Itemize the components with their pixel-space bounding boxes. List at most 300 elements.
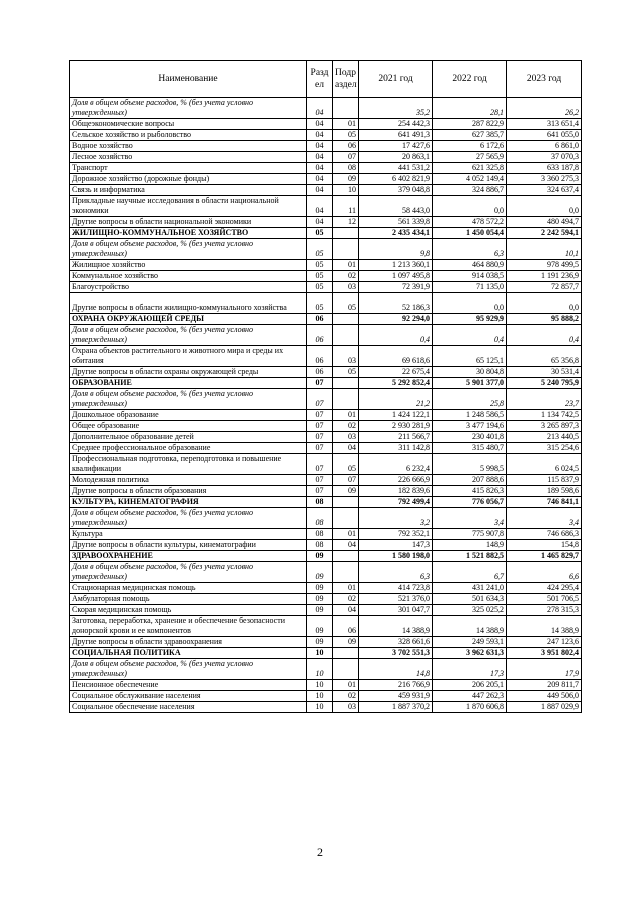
row-name-cell: Дошкольное образование — [70, 410, 307, 421]
row-2022-cell: 5 901 377,0 — [433, 378, 507, 389]
row-name-cell: Культура — [70, 529, 307, 540]
row-2022-cell: 3 477 194,6 — [433, 421, 507, 432]
row-2023-cell: 424 295,4 — [507, 583, 582, 594]
row-2021-cell: 641 491,3 — [359, 130, 433, 141]
row-razdel-cell: 10 — [307, 680, 333, 691]
row-2023-cell: 641 055,0 — [507, 130, 582, 141]
row-name-cell: Доля в общем объеме расходов, % (без учета условно утвержденных) — [70, 659, 307, 680]
row-2021-cell: 21,2 — [359, 389, 433, 410]
row-2023-cell: 1 134 742,5 — [507, 410, 582, 421]
row-2023-cell: 1 191 236,9 — [507, 271, 582, 282]
table-body — [70, 98, 582, 713]
row-2023-cell: 746 686,3 — [507, 529, 582, 540]
row-2022-cell: 3 962 631,3 — [433, 648, 507, 659]
row-razdel-cell: 10 — [307, 648, 333, 659]
row-2023-cell: 278 315,3 — [507, 605, 582, 616]
row-2022-cell: 25,8 — [433, 389, 507, 410]
row-podrazdel-cell — [333, 508, 359, 529]
row-2021-cell: 35,2 — [359, 98, 433, 119]
row-razdel-cell: 04 — [307, 152, 333, 163]
row-podrazdel-cell — [333, 648, 359, 659]
row-2022-cell: 230 401,8 — [433, 432, 507, 443]
row-razdel-cell: 05 — [307, 239, 333, 260]
row-podrazdel-cell: 01 — [333, 119, 359, 130]
row-podrazdel-cell: 05 — [333, 367, 359, 378]
table-row — [70, 616, 582, 637]
row-2022-cell: 1 870 606,8 — [433, 702, 507, 713]
row-razdel-cell: 09 — [307, 616, 333, 637]
row-2021-cell: 2 435 434,1 — [359, 228, 433, 239]
row-podrazdel-cell: 03 — [333, 702, 359, 713]
row-2022-cell: 71 135,0 — [433, 282, 507, 293]
row-2023-cell: 209 811,7 — [507, 680, 582, 691]
row-2022-cell: 249 593,1 — [433, 637, 507, 648]
row-podrazdel-cell: 05 — [333, 454, 359, 475]
row-2021-cell: 254 442,3 — [359, 119, 433, 130]
row-name-cell: Доля в общем объеме расходов, % (без учета условно утвержденных) — [70, 562, 307, 583]
row-podrazdel-cell — [333, 551, 359, 562]
table-row — [70, 432, 582, 443]
row-2021-cell: 17 427,6 — [359, 141, 433, 152]
row-razdel-cell: 09 — [307, 605, 333, 616]
row-name-cell: Доля в общем объеме расходов, % (без учета условно утвержденных) — [70, 98, 307, 119]
table-row — [70, 443, 582, 454]
row-2023-cell: 72 857,7 — [507, 282, 582, 293]
table-row — [70, 454, 582, 475]
row-razdel-cell: 05 — [307, 271, 333, 282]
table-row — [70, 98, 582, 119]
row-2021-cell: 2 930 281,9 — [359, 421, 433, 432]
table-row — [70, 196, 582, 217]
row-podrazdel-cell: 02 — [333, 594, 359, 605]
row-name-cell: Социальное обслуживание населения — [70, 691, 307, 702]
row-2022-cell: 3,4 — [433, 508, 507, 529]
row-2022-cell: 148,9 — [433, 540, 507, 551]
row-podrazdel-cell — [333, 497, 359, 508]
row-podrazdel-cell: 02 — [333, 421, 359, 432]
row-2021-cell: 5 292 852,4 — [359, 378, 433, 389]
row-razdel-cell: 04 — [307, 130, 333, 141]
table-row — [70, 605, 582, 616]
row-2021-cell: 182 839,6 — [359, 486, 433, 497]
row-podrazdel-cell: 09 — [333, 637, 359, 648]
row-podrazdel-cell: 01 — [333, 260, 359, 271]
row-2021-cell: 521 376,0 — [359, 594, 433, 605]
row-name-cell: Профессиональная подготовка, переподготовка и повышение квалификации — [70, 454, 307, 475]
row-2023-cell: 6 024,5 — [507, 454, 582, 475]
row-2022-cell: 207 888,6 — [433, 475, 507, 486]
row-2022-cell: 0,4 — [433, 325, 507, 346]
row-name-cell: ЖИЛИЩНО-КОММУНАЛЬНОЕ ХОЗЯЙСТВО — [70, 228, 307, 239]
row-podrazdel-cell: 09 — [333, 174, 359, 185]
row-2021-cell: 311 142,8 — [359, 443, 433, 454]
row-2021-cell: 226 666,9 — [359, 475, 433, 486]
row-2023-cell: 17,9 — [507, 659, 582, 680]
row-name-cell: Доля в общем объеме расходов, % (без учета условно утвержденных) — [70, 389, 307, 410]
row-name-cell: Связь и информатика — [70, 185, 307, 196]
row-podrazdel-cell: 03 — [333, 282, 359, 293]
row-2022-cell: 776 056,7 — [433, 497, 507, 508]
row-name-cell: Доля в общем объеме расходов, % (без учета условно утвержденных) — [70, 508, 307, 529]
row-2023-cell: 3 265 897,3 — [507, 421, 582, 432]
row-razdel-cell: 05 — [307, 282, 333, 293]
row-name-cell: Другие вопросы в области здравоохранения — [70, 637, 307, 648]
row-name-cell: Среднее профессиональное образование — [70, 443, 307, 454]
budget-table — [69, 60, 582, 713]
row-2022-cell: 5 998,5 — [433, 454, 507, 475]
table-row — [70, 378, 582, 389]
table-row — [70, 486, 582, 497]
row-2022-cell: 0,0 — [433, 196, 507, 217]
row-razdel-cell: 07 — [307, 454, 333, 475]
row-2022-cell: 27 565,9 — [433, 152, 507, 163]
row-2022-cell: 324 886,7 — [433, 185, 507, 196]
col-header-2023: 2023 год — [507, 61, 582, 98]
row-razdel-cell: 05 — [307, 260, 333, 271]
row-2021-cell: 52 186,3 — [359, 293, 433, 314]
row-razdel-cell: 04 — [307, 217, 333, 228]
row-podrazdel-cell: 01 — [333, 680, 359, 691]
row-2022-cell: 0,0 — [433, 293, 507, 314]
row-razdel-cell: 09 — [307, 637, 333, 648]
row-2023-cell: 480 494,7 — [507, 217, 582, 228]
row-2021-cell: 792 499,4 — [359, 497, 433, 508]
row-razdel-cell: 07 — [307, 389, 333, 410]
row-2022-cell: 914 038,5 — [433, 271, 507, 282]
row-2023-cell: 1 887 029,9 — [507, 702, 582, 713]
col-header-razdel: Разд ел — [307, 61, 333, 98]
row-name-cell: Другие вопросы в области образования — [70, 486, 307, 497]
row-name-cell: Прикладные научные исследования в области национальной экономики — [70, 196, 307, 217]
row-podrazdel-cell: 01 — [333, 410, 359, 421]
table-row — [70, 583, 582, 594]
row-2023-cell: 26,2 — [507, 98, 582, 119]
row-2023-cell: 37 070,3 — [507, 152, 582, 163]
table-row — [70, 637, 582, 648]
row-razdel-cell: 04 — [307, 196, 333, 217]
row-2022-cell: 30 804,8 — [433, 367, 507, 378]
row-2023-cell: 746 841,1 — [507, 497, 582, 508]
row-name-cell: Пенсионное обеспечение — [70, 680, 307, 691]
row-name-cell: ОБРАЗОВАНИЕ — [70, 378, 307, 389]
row-name-cell: Заготовка, переработка, хранение и обеспечение безопасности донорской крови и ее компонентов — [70, 616, 307, 637]
row-podrazdel-cell — [333, 389, 359, 410]
row-razdel-cell: 07 — [307, 443, 333, 454]
row-razdel-cell: 08 — [307, 508, 333, 529]
row-2021-cell: 414 723,8 — [359, 583, 433, 594]
table-row — [70, 119, 582, 130]
table-row — [70, 529, 582, 540]
row-2021-cell: 1 887 370,2 — [359, 702, 433, 713]
row-name-cell: Стационарная медицинская помощь — [70, 583, 307, 594]
row-2023-cell: 213 440,5 — [507, 432, 582, 443]
row-2022-cell: 1 450 054,4 — [433, 228, 507, 239]
row-name-cell: Доля в общем объеме расходов, % (без учета условно утвержденных) — [70, 239, 307, 260]
row-2022-cell: 1 521 882,5 — [433, 551, 507, 562]
table-row — [70, 260, 582, 271]
row-razdel-cell: 06 — [307, 367, 333, 378]
row-name-cell: Сельское хозяйство и рыболовство — [70, 130, 307, 141]
table-row — [70, 130, 582, 141]
row-razdel-cell: 10 — [307, 659, 333, 680]
row-2022-cell: 464 880,9 — [433, 260, 507, 271]
row-name-cell: Жилищное хозяйство — [70, 260, 307, 271]
table-row — [70, 497, 582, 508]
row-2022-cell: 315 480,7 — [433, 443, 507, 454]
table-row — [70, 217, 582, 228]
row-name-cell: Общеэкономические вопросы — [70, 119, 307, 130]
table-row — [70, 508, 582, 529]
row-podrazdel-cell: 03 — [333, 432, 359, 443]
table-row — [70, 314, 582, 325]
row-2023-cell: 978 499,5 — [507, 260, 582, 271]
row-name-cell: Транспорт — [70, 163, 307, 174]
row-podrazdel-cell — [333, 378, 359, 389]
row-podrazdel-cell: 05 — [333, 293, 359, 314]
table-row — [70, 702, 582, 713]
row-razdel-cell: 04 — [307, 141, 333, 152]
row-name-cell: Водное хозяйство — [70, 141, 307, 152]
header-row — [70, 61, 582, 98]
row-2021-cell: 561 339,8 — [359, 217, 433, 228]
row-2022-cell: 14 388,9 — [433, 616, 507, 637]
table-row — [70, 174, 582, 185]
row-name-cell: ЗДРАВООХРАНЕНИЕ — [70, 551, 307, 562]
row-2022-cell: 621 325,8 — [433, 163, 507, 174]
row-2023-cell: 115 837,9 — [507, 475, 582, 486]
row-name-cell: Другие вопросы в области жилищно-коммунального хозяйства — [70, 293, 307, 314]
row-2023-cell: 3 951 802,4 — [507, 648, 582, 659]
page-number: 2 — [317, 845, 323, 859]
row-2021-cell: 92 294,0 — [359, 314, 433, 325]
row-2021-cell: 3,2 — [359, 508, 433, 529]
table-row — [70, 141, 582, 152]
row-2022-cell: 28,1 — [433, 98, 507, 119]
row-2023-cell: 633 187,8 — [507, 163, 582, 174]
row-2021-cell: 1 213 360,1 — [359, 260, 433, 271]
row-podrazdel-cell: 02 — [333, 271, 359, 282]
row-2022-cell: 65 125,1 — [433, 346, 507, 367]
table-row — [70, 228, 582, 239]
row-name-cell: Амбулаторная помощь — [70, 594, 307, 605]
row-2022-cell: 17,3 — [433, 659, 507, 680]
row-name-cell: Другие вопросы в области охраны окружающей среды — [70, 367, 307, 378]
row-podrazdel-cell: 04 — [333, 605, 359, 616]
row-razdel-cell: 07 — [307, 475, 333, 486]
row-razdel-cell: 04 — [307, 163, 333, 174]
table-row — [70, 367, 582, 378]
row-podrazdel-cell: 05 — [333, 130, 359, 141]
row-2021-cell: 3 702 551,3 — [359, 648, 433, 659]
row-2023-cell: 6 861,0 — [507, 141, 582, 152]
table-row — [70, 410, 582, 421]
table-row — [70, 389, 582, 410]
row-podrazdel-cell: 12 — [333, 217, 359, 228]
row-2023-cell: 501 706,5 — [507, 594, 582, 605]
row-razdel-cell: 05 — [307, 228, 333, 239]
row-2021-cell: 1 424 122,1 — [359, 410, 433, 421]
row-name-cell: Дополнительное образование детей — [70, 432, 307, 443]
row-razdel-cell: 09 — [307, 594, 333, 605]
row-razdel-cell: 04 — [307, 119, 333, 130]
row-name-cell: КУЛЬТУРА, КИНЕМАТОГРАФИЯ — [70, 497, 307, 508]
row-razdel-cell: 09 — [307, 583, 333, 594]
row-name-cell: Доля в общем объеме расходов, % (без учета условно утвержденных) — [70, 325, 307, 346]
table-row — [70, 691, 582, 702]
table-row — [70, 163, 582, 174]
table-row — [70, 551, 582, 562]
row-razdel-cell: 07 — [307, 421, 333, 432]
row-name-cell: Коммунальное хозяйство — [70, 271, 307, 282]
row-2021-cell: 211 566,7 — [359, 432, 433, 443]
row-2023-cell: 189 598,6 — [507, 486, 582, 497]
row-2023-cell: 65 356,8 — [507, 346, 582, 367]
row-podrazdel-cell: 01 — [333, 529, 359, 540]
row-podrazdel-cell — [333, 98, 359, 119]
table-row — [70, 293, 582, 314]
row-name-cell: Благоустройство — [70, 282, 307, 293]
row-podrazdel-cell: 10 — [333, 185, 359, 196]
row-podrazdel-cell — [333, 228, 359, 239]
row-razdel-cell: 05 — [307, 293, 333, 314]
row-2021-cell: 72 391,9 — [359, 282, 433, 293]
row-2023-cell: 449 506,0 — [507, 691, 582, 702]
row-2023-cell: 5 240 795,9 — [507, 378, 582, 389]
row-2022-cell: 1 248 586,5 — [433, 410, 507, 421]
row-2021-cell: 1 580 198,0 — [359, 551, 433, 562]
row-podrazdel-cell — [333, 314, 359, 325]
row-2023-cell: 95 888,2 — [507, 314, 582, 325]
row-razdel-cell: 07 — [307, 486, 333, 497]
row-podrazdel-cell — [333, 659, 359, 680]
row-razdel-cell: 10 — [307, 702, 333, 713]
row-2021-cell: 1 097 495,8 — [359, 271, 433, 282]
table-row — [70, 648, 582, 659]
table-row — [70, 185, 582, 196]
row-2023-cell: 0,0 — [507, 293, 582, 314]
row-2021-cell: 22 675,4 — [359, 367, 433, 378]
row-2022-cell: 6 172,6 — [433, 141, 507, 152]
row-podrazdel-cell: 03 — [333, 346, 359, 367]
row-2022-cell: 287 822,9 — [433, 119, 507, 130]
row-2023-cell: 313 651,4 — [507, 119, 582, 130]
row-2023-cell: 14 388,9 — [507, 616, 582, 637]
row-razdel-cell: 07 — [307, 410, 333, 421]
table-row — [70, 421, 582, 432]
row-2023-cell: 2 242 594,1 — [507, 228, 582, 239]
row-2022-cell: 4 052 149,4 — [433, 174, 507, 185]
row-2021-cell: 328 661,6 — [359, 637, 433, 648]
row-2023-cell: 0,4 — [507, 325, 582, 346]
row-podrazdel-cell: 09 — [333, 486, 359, 497]
row-2023-cell: 6,6 — [507, 562, 582, 583]
row-podrazdel-cell — [333, 562, 359, 583]
row-2023-cell: 324 637,4 — [507, 185, 582, 196]
row-2023-cell: 3 360 275,3 — [507, 174, 582, 185]
row-podrazdel-cell: 02 — [333, 691, 359, 702]
row-2022-cell: 627 385,7 — [433, 130, 507, 141]
row-podrazdel-cell: 04 — [333, 540, 359, 551]
table-row — [70, 475, 582, 486]
row-2021-cell: 9,8 — [359, 239, 433, 260]
row-2021-cell: 69 618,6 — [359, 346, 433, 367]
table-row — [70, 659, 582, 680]
row-2022-cell: 95 929,9 — [433, 314, 507, 325]
row-2021-cell: 6 402 821,9 — [359, 174, 433, 185]
row-podrazdel-cell: 07 — [333, 475, 359, 486]
row-name-cell: Социальное обеспечение населения — [70, 702, 307, 713]
row-podrazdel-cell — [333, 239, 359, 260]
table-row — [70, 152, 582, 163]
row-name-cell: СОЦИАЛЬНАЯ ПОЛИТИКА — [70, 648, 307, 659]
row-2022-cell: 6,7 — [433, 562, 507, 583]
row-razdel-cell: 06 — [307, 325, 333, 346]
row-2021-cell: 379 048,8 — [359, 185, 433, 196]
row-2022-cell: 325 025,2 — [433, 605, 507, 616]
row-2022-cell: 415 826,3 — [433, 486, 507, 497]
row-2022-cell: 501 634,3 — [433, 594, 507, 605]
row-2021-cell: 147,3 — [359, 540, 433, 551]
table-row — [70, 346, 582, 367]
row-razdel-cell: 04 — [307, 98, 333, 119]
row-2023-cell: 315 254,6 — [507, 443, 582, 454]
row-razdel-cell: 07 — [307, 432, 333, 443]
row-2023-cell: 30 531,4 — [507, 367, 582, 378]
row-razdel-cell: 09 — [307, 551, 333, 562]
row-razdel-cell: 08 — [307, 540, 333, 551]
row-name-cell: Общее образование — [70, 421, 307, 432]
row-2023-cell: 1 465 829,7 — [507, 551, 582, 562]
row-podrazdel-cell: 01 — [333, 583, 359, 594]
row-2023-cell: 3,4 — [507, 508, 582, 529]
row-name-cell: Скорая медицинская помощь — [70, 605, 307, 616]
row-razdel-cell: 09 — [307, 562, 333, 583]
row-2021-cell: 14 388,9 — [359, 616, 433, 637]
row-2022-cell: 775 907,8 — [433, 529, 507, 540]
row-name-cell: ОХРАНА ОКРУЖАЮЩЕЙ СРЕДЫ — [70, 314, 307, 325]
row-2022-cell: 431 241,0 — [433, 583, 507, 594]
row-2023-cell: 0,0 — [507, 196, 582, 217]
table-row — [70, 562, 582, 583]
table-row — [70, 540, 582, 551]
row-razdel-cell: 07 — [307, 378, 333, 389]
table-row — [70, 239, 582, 260]
row-razdel-cell: 04 — [307, 174, 333, 185]
col-header-name: Наименование — [70, 61, 307, 98]
table-row — [70, 680, 582, 691]
row-2021-cell: 14,8 — [359, 659, 433, 680]
row-2021-cell: 6 232,4 — [359, 454, 433, 475]
row-razdel-cell: 08 — [307, 497, 333, 508]
row-podrazdel-cell: 06 — [333, 616, 359, 637]
row-podrazdel-cell: 06 — [333, 141, 359, 152]
col-header-2021: 2021 год — [359, 61, 433, 98]
table-row — [70, 271, 582, 282]
row-name-cell: Дорожное хозяйство (дорожные фонды) — [70, 174, 307, 185]
row-podrazdel-cell: 07 — [333, 152, 359, 163]
row-razdel-cell: 06 — [307, 346, 333, 367]
table-row — [70, 325, 582, 346]
row-2023-cell: 23,7 — [507, 389, 582, 410]
row-name-cell: Другие вопросы в области культуры, кинематографии — [70, 540, 307, 551]
row-name-cell: Охрана объектов растительного и животного мира и среды их обитания — [70, 346, 307, 367]
table-row — [70, 594, 582, 605]
row-2021-cell: 792 352,1 — [359, 529, 433, 540]
row-name-cell: Молодежная политика — [70, 475, 307, 486]
row-name-cell: Другие вопросы в области национальной экономики — [70, 217, 307, 228]
row-podrazdel-cell — [333, 325, 359, 346]
row-razdel-cell: 04 — [307, 185, 333, 196]
